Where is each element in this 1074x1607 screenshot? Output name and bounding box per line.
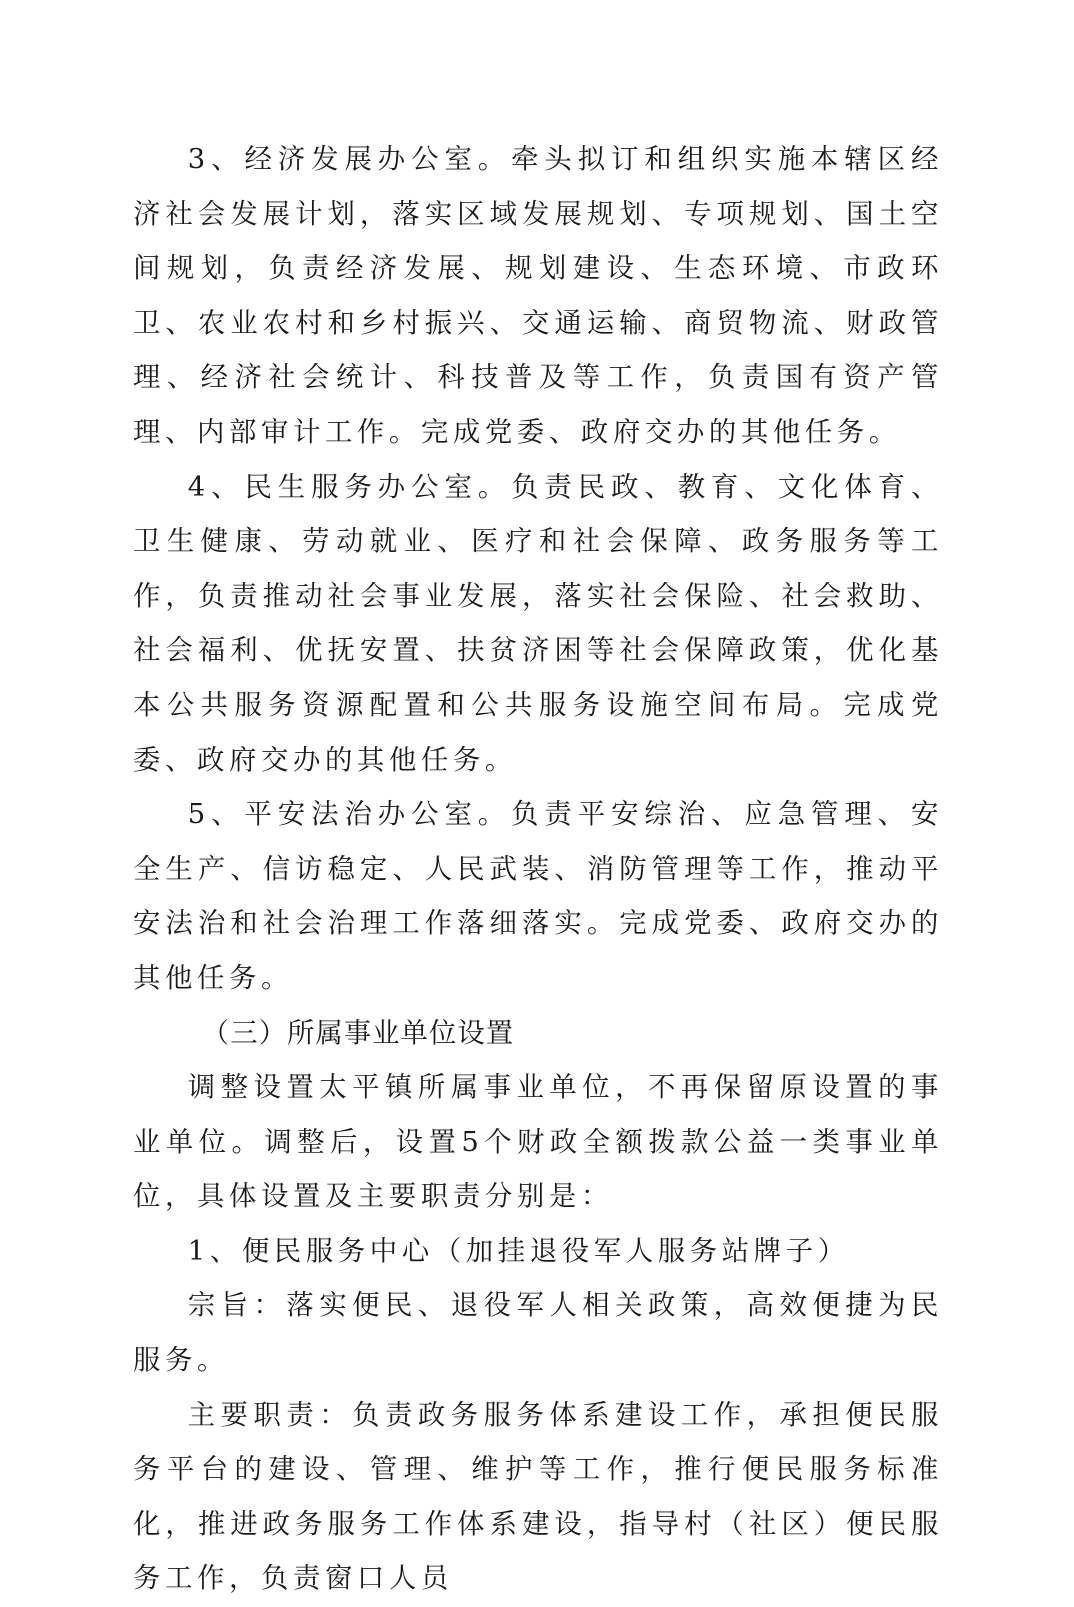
paragraph-convenience-service-center: 1、便民服务中心（加挂退役军人服务站牌子） [187, 1235, 850, 1267]
paragraph-economic-development-office: 3、经济发展办公室。牵头拟订和组织实施本辖区经济社会发展计划，落实区域发展规划、专项规划、国土空间规划，负责经济发展、规划建设、生态环境、市政环卫、农业农村和乡村振兴、交通运输、商贸物流、财政管理、经济社会统计、科技普及等工作，负责国有资产管理、内部审计工作。完成党委、政府交办的其他任务。 [133, 144, 943, 448]
paragraph-institution-adjustment: 调整设置太平镇所属事业单位，不再保留原设置的事业单位。调整后，设置5个财政全额拨款公益一类事业单位，具体设置及主要职责分别是： [133, 1072, 943, 1213]
paragraph-safety-rule-of-law-office: 5、平安法治办公室。负责平安综治、应急管理、安全生产、信访稳定、人民武装、消防管理等工作，推动平安法治和社会治理工作落细落实。完成党委、政府交办的其他任务。 [133, 799, 943, 994]
section-heading-affiliated-institutions: （三）所属事业单位设置 [201, 1017, 515, 1049]
paragraph-purpose: 宗旨：落实便民、退役军人相关政策，高效便捷为民服务。 [133, 1290, 943, 1377]
paragraph-main-duties: 主要职责：负责政务服务体系建设工作，承担便民服务平台的建设、管理、维护等工作，推行便民服务标准化，推进政务服务工作体系建设，指导村（社区）便民服务工作，负责窗口人员 [133, 1399, 943, 1595]
paragraph-livelihood-service-office: 4、民生服务办公室。负责民政、教育、文化体育、卫生健康、劳动就业、医疗和社会保障、政务服务等工作，负责推动社会事业发展，落实社会保险、社会救助、社会福利、优抚安置、扶贫济困等社会保障政策，优化基本公共服务资源配置和公共服务设施空间布局。完成党委、政府交办的其他任务。 [133, 471, 943, 776]
